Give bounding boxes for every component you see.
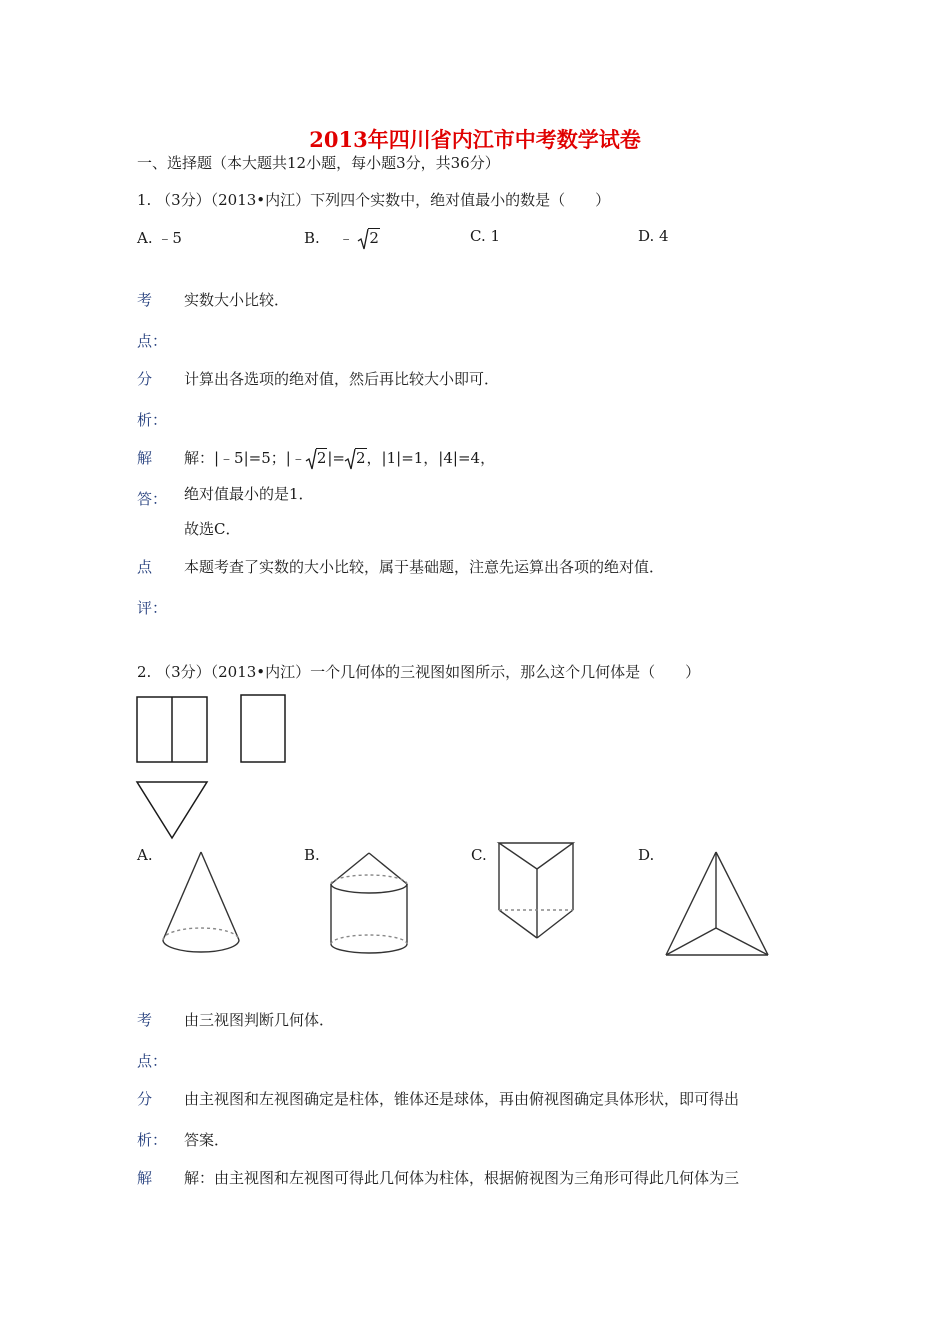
q1-jie-label-2: 答：: [137, 490, 168, 508]
question-1-stem: 1. （3分）（2013•内江）下列四个实数中，绝对值最小的数是（ ）: [137, 191, 611, 209]
q1-ping-label-2: 评：: [137, 599, 168, 617]
q1-jie-radicand-2: 2: [356, 449, 366, 467]
q1-option-b-radicand: 2: [369, 229, 379, 247]
q2-kao-label-2: 点：: [137, 1052, 168, 1070]
q2-option-d-label: D.: [638, 846, 655, 864]
q1-jie-radicand-1: 2: [316, 449, 327, 467]
q1-jie-part-1: 解：|﹣5|=5；|﹣: [184, 449, 306, 467]
triangular-pyramid-figure: [666, 852, 768, 955]
q2-option-c-label: C.: [471, 846, 487, 864]
q2-fen-text-1: 由主视图和左视图确定是柱体，锥体还是球体，再由俯视图确定具体形状，即可得出: [184, 1090, 740, 1108]
q1-fen-label-2: 析：: [137, 411, 168, 429]
q1-ping-label-1: 点: [137, 558, 153, 576]
q2-fen-label-2: 析：: [137, 1131, 168, 1149]
question-2-stem: 2. （3分）（2013•内江）一个几何体的三视图如图所示，那么这个几何体是（ ）: [137, 663, 701, 681]
q1-kao-label-2: 点：: [137, 332, 168, 350]
q2-option-b-label: B.: [304, 846, 320, 864]
q1-option-a: A. ﹣5: [137, 229, 182, 247]
q2-fen-text-2: 答案．: [184, 1131, 230, 1149]
cylinder-cone-figure: [331, 853, 407, 953]
q1-option-c: C. 1: [470, 227, 501, 245]
q2-jie-label-1: 解: [137, 1169, 153, 1187]
q1-jie-line-2: 绝对值最小的是1．: [184, 485, 314, 503]
q1-option-b-sign: ﹣: [338, 229, 354, 247]
q1-kao-text: 实数大小比较．: [184, 291, 290, 309]
q1-option-d: D. 4: [638, 227, 669, 245]
q1-option-b-label: B.: [304, 229, 320, 247]
q2-option-a-label: A.: [137, 846, 153, 864]
q1-fen-label-1: 分: [137, 370, 153, 388]
section-heading: 一、选择题（本大题共12小题，每小题3分，共36分）: [137, 154, 500, 172]
q1-jie-label-1: 解: [137, 449, 153, 467]
q2-jie-text-1: 解：由主视图和左视图可得此几何体为柱体，根据俯视图为三角形可得此几何体为三: [184, 1169, 740, 1187]
q1-jie-part-3: ，|1|=1，|4|=4，: [366, 449, 496, 467]
q1-kao-label-1: 考: [137, 291, 153, 309]
q2-kao-label-1: 考: [137, 1011, 153, 1029]
q1-fen-text: 计算出各选项的绝对值，然后再比较大小即可．: [184, 370, 500, 388]
triangular-prism-figure: [499, 843, 573, 938]
q2-kao-text: 由三视图判断几何体．: [184, 1011, 335, 1029]
q1-jie-line-3: 故选C．: [184, 520, 241, 538]
cone-figure: [163, 852, 239, 952]
q2-fen-label-1: 分: [137, 1090, 153, 1108]
q1-ping-text: 本题考查了实数的大小比较，属于基础题，注意先运算出各项的绝对值．: [184, 558, 665, 576]
page-title: 2013年四川省内江市中考数学试卷: [309, 127, 641, 152]
q1-jie-part-2: |=: [327, 449, 345, 467]
